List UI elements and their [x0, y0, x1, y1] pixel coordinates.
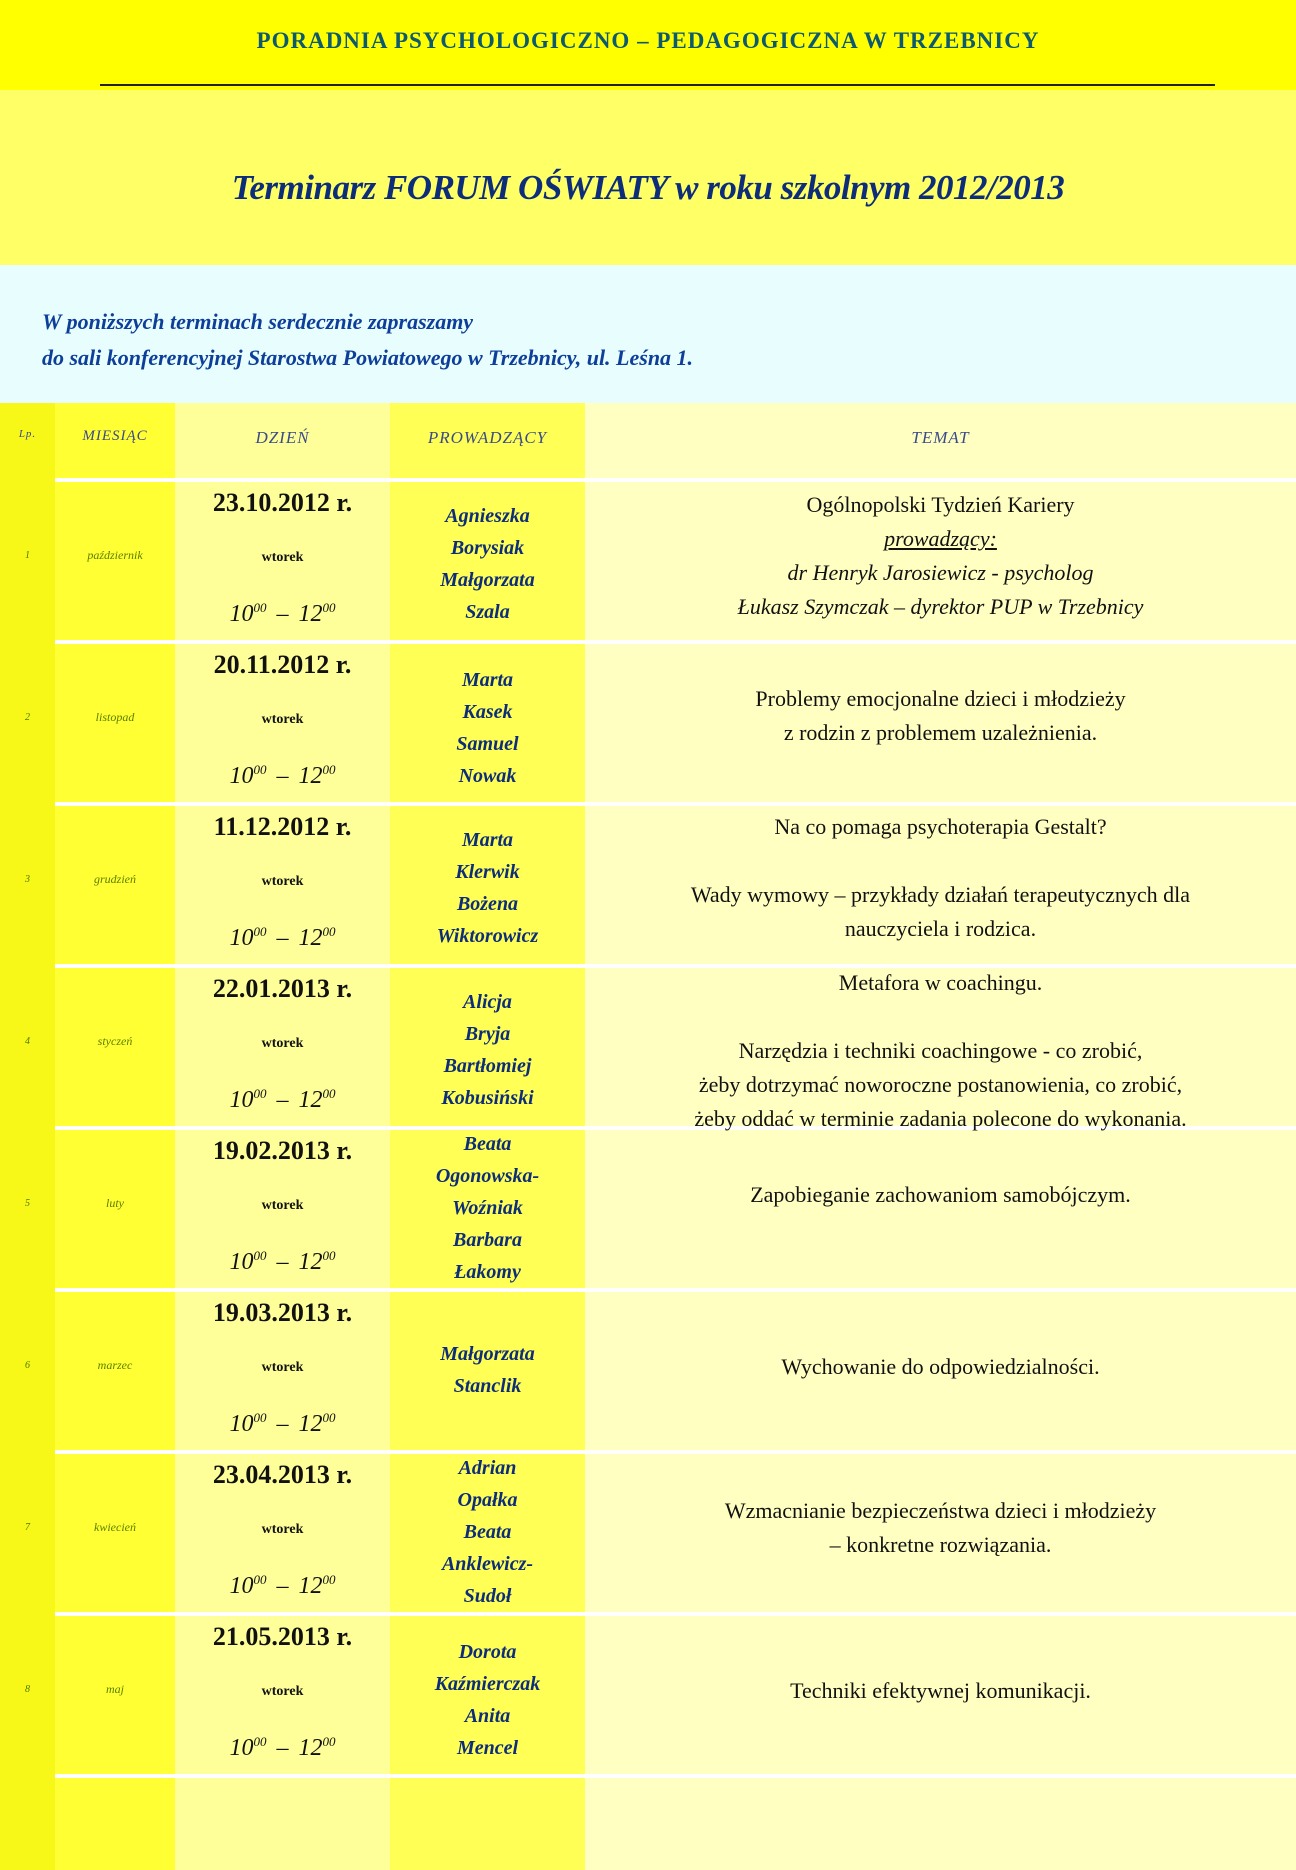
lead-name-line: Samuel [456, 733, 519, 755]
table-row [0, 966, 1296, 1131]
time-start-minutes: 00 [253, 762, 267, 777]
table-row [0, 1290, 1296, 1451]
time-dash: – [276, 1411, 289, 1437]
lead-name-line: Adrian [458, 1457, 517, 1479]
topic-line: nauczyciela i rodzica. [844, 916, 1037, 941]
topic-line: Na co pomaga psychoterapia Gestalt? [774, 814, 1107, 839]
row-weekday: wtorek [261, 1198, 304, 1213]
header-day: DZIEŃ [255, 428, 310, 447]
page-title: Terminarz FORUM OŚWIATY w roku szkolnym 2012/2013 [231, 168, 1065, 207]
row-lead [390, 1128, 585, 1288]
time-start: 10 [229, 1411, 254, 1437]
row-weekday: wtorek [261, 1684, 304, 1699]
topic-line: dr Henryk Jarosiewicz - psycholog [787, 560, 1094, 585]
time-start: 10 [229, 1249, 254, 1275]
lead-name-line: Anklewicz- [441, 1553, 534, 1575]
time-end: 12 [298, 1573, 323, 1599]
topic-line: Łukasz Szymczak – dyrektor PUP w Trzebnicy [737, 594, 1144, 619]
lead-name-line: Kasek [462, 701, 513, 723]
row-lead [390, 1338, 585, 1402]
row-topic [585, 966, 1296, 1136]
topic-line: Techniki efektywnej komunikacji. [790, 1678, 1091, 1703]
time-start: 10 [229, 925, 254, 951]
lead-name-line: Woźniak [452, 1197, 523, 1219]
lead-name-line: Małgorzata [440, 1343, 535, 1365]
lead-name-line: Beata [463, 1133, 512, 1155]
row-month: luty [106, 1196, 124, 1210]
row-lead [390, 1452, 585, 1612]
lead-name-line: Beata [463, 1521, 512, 1543]
row-lead [390, 824, 585, 952]
time-start-minutes: 00 [253, 924, 267, 939]
time-end-minutes: 00 [322, 1734, 336, 1749]
row-lead [390, 1636, 585, 1764]
row-number: 8 [25, 1684, 30, 1695]
time-start: 10 [229, 1573, 254, 1599]
time-dash: – [276, 601, 289, 627]
row-date: 23.10.2012 r. [212, 488, 353, 517]
lead-name-line: Wiktorowicz [436, 925, 539, 947]
row-number: 5 [25, 1198, 30, 1209]
lead-name-line: Nowak [458, 765, 517, 787]
row-number: 4 [25, 1036, 30, 1047]
row-topic [585, 488, 1296, 624]
row-weekday: wtorek [261, 1036, 304, 1051]
lead-name-line: Kobusiński [441, 1087, 534, 1109]
topic-line: żeby oddać w terminie zadania polecone do wykonania. [694, 1106, 1187, 1131]
lead-name-line: Sudoł [463, 1585, 512, 1607]
time-start: 10 [229, 601, 254, 627]
row-number: 7 [25, 1522, 30, 1533]
row-number: 1 [25, 550, 30, 561]
time-end-minutes: 00 [322, 1572, 336, 1587]
lead-name-line: Małgorzata [440, 569, 535, 591]
lead-name-line: Szala [465, 601, 510, 623]
lead-name-line: Barbara [453, 1229, 522, 1251]
row-date: 11.12.2012 r. [213, 812, 352, 841]
row-time [175, 924, 390, 952]
row-number: 6 [25, 1360, 30, 1371]
topic-line: Metafora w coachingu. [838, 970, 1043, 995]
lead-name-line: Bożena [456, 893, 519, 915]
row-time [175, 1248, 390, 1276]
row-time [175, 1572, 390, 1600]
time-dash: – [276, 1087, 289, 1113]
time-dash: – [276, 1249, 289, 1275]
topic-line: z rodzin z problemem uzależnienia. [783, 720, 1098, 745]
row-month: styczeń [97, 1034, 133, 1048]
lead-name-line: Bartłomiej [443, 1055, 532, 1077]
row-weekday: wtorek [261, 1522, 304, 1537]
row-topic [585, 1350, 1296, 1384]
row-weekday: wtorek [261, 874, 304, 889]
lead-name-line: Bryja [464, 1023, 511, 1045]
time-end: 12 [298, 601, 323, 627]
time-end: 12 [298, 1411, 323, 1437]
row-weekday: wtorek [261, 1360, 304, 1375]
header-divider [100, 84, 1215, 86]
lead-name-line: Anita [464, 1705, 511, 1727]
time-dash: – [276, 1573, 289, 1599]
time-end: 12 [298, 925, 323, 951]
row-date: 19.02.2013 r. [212, 1136, 353, 1165]
intro-text [42, 304, 693, 376]
table-row [0, 480, 1296, 641]
row-topic [585, 1494, 1296, 1562]
row-date: 19.03.2013 r. [212, 1298, 353, 1327]
lead-name-line: Agnieszka [445, 505, 530, 527]
lead-name-line: Stanclik [453, 1375, 522, 1397]
lead-name-line: Klerwik [455, 861, 520, 883]
time-end-minutes: 00 [322, 1410, 336, 1425]
row-lead [390, 664, 585, 792]
row-lead [390, 500, 585, 628]
row-topic [585, 1178, 1296, 1212]
row-number: 2 [25, 712, 30, 723]
row-month: październik [87, 548, 143, 562]
time-start-minutes: 00 [253, 1572, 267, 1587]
time-start: 10 [229, 1735, 254, 1761]
lead-name-line: Marta [461, 829, 514, 851]
row-weekday: wtorek [261, 550, 304, 565]
time-dash: – [276, 1735, 289, 1761]
row-date: 23.04.2013 r. [212, 1460, 353, 1489]
time-start-minutes: 00 [253, 600, 267, 615]
table-row [0, 804, 1296, 965]
topic-line: prowadzący: [884, 526, 997, 551]
row-lead [390, 986, 585, 1114]
header-lead: PROWADZĄCY [427, 428, 548, 447]
row-month: listopad [95, 710, 135, 724]
topic-line [585, 844, 1296, 878]
time-end-minutes: 00 [322, 1086, 336, 1101]
time-dash: – [276, 925, 289, 951]
time-end: 12 [298, 763, 323, 789]
organization-name: PORADNIA PSYCHOLOGICZNO – PEDAGOGICZNA W TRZEBNICY [256, 28, 1040, 53]
time-start-minutes: 00 [253, 1734, 267, 1749]
row-month: grudzień [94, 872, 136, 886]
intro-line-2: do sali konferencyjnej Starostwa Powiatowego w Trzebnicy, ul. Leśna 1. [42, 345, 694, 370]
intro-line-1: W poniższych terminach serdecznie zapraszamy [42, 309, 474, 334]
lead-name-line: Łakomy [454, 1261, 521, 1283]
lead-name-line: Ogonowska- [435, 1165, 540, 1187]
topic-line: Zapobieganie zachowaniom samobójczym. [750, 1182, 1131, 1207]
table-row [0, 1452, 1296, 1613]
row-topic [585, 682, 1296, 750]
time-end: 12 [298, 1735, 323, 1761]
time-end-minutes: 00 [322, 600, 336, 615]
row-weekday: wtorek [261, 712, 304, 727]
time-end-minutes: 00 [322, 762, 336, 777]
header-lp: Lp. [18, 428, 37, 440]
row-date: 20.11.2012 r. [213, 650, 352, 679]
topic-line: Wady wymowy – przykłady działań terapeutycznych dla [690, 882, 1191, 907]
lead-name-line: Mencel [456, 1737, 519, 1759]
time-end: 12 [298, 1249, 323, 1275]
time-end-minutes: 00 [322, 1248, 336, 1263]
table-row [0, 642, 1296, 803]
topic-line: żeby dotrzymać noworoczne postanowienia, co zrobić, [698, 1072, 1183, 1097]
lead-name-line: Dorota [458, 1641, 517, 1663]
row-topic [585, 810, 1296, 946]
row-number: 3 [25, 874, 30, 885]
time-start: 10 [229, 1087, 254, 1113]
header-month: MIESIĄC [82, 428, 148, 444]
topic-line [585, 1000, 1296, 1034]
lead-name-line: Marta [461, 669, 514, 691]
row-month: maj [106, 1682, 124, 1696]
topic-line: – konkretne rozwiązania. [829, 1532, 1052, 1557]
row-month: kwiecień [94, 1520, 136, 1534]
row-date: 22.01.2013 r. [212, 974, 353, 1003]
time-dash: – [276, 763, 289, 789]
lead-name-line: Borysiak [450, 537, 525, 559]
lead-name-line: Alicja [463, 991, 512, 1013]
lead-name-line: Opałka [457, 1489, 518, 1511]
topic-line: Wychowanie do odpowiedzialności. [781, 1354, 1100, 1379]
topic-line: Problemy emocjonalne dzieci i młodzieży [755, 686, 1126, 711]
topic-line: Ogólnopolski Tydzień Kariery [806, 492, 1075, 517]
time-start-minutes: 00 [253, 1410, 267, 1425]
topic-line: Narzędzia i techniki coachingowe - co zrobić, [738, 1038, 1143, 1063]
table-row [0, 1128, 1296, 1289]
time-start-minutes: 00 [253, 1248, 267, 1263]
row-date: 21.05.2013 r. [212, 1622, 353, 1651]
topic-line: Wzmacnianie bezpieczeństwa dzieci i młodzieży [724, 1498, 1157, 1523]
row-topic [585, 1674, 1296, 1708]
time-start-minutes: 00 [253, 1086, 267, 1101]
time-end-minutes: 00 [322, 924, 336, 939]
time-end: 12 [298, 1087, 323, 1113]
row-time [175, 1410, 390, 1438]
lead-name-line: Kaźmierczak [434, 1673, 541, 1695]
table-row [0, 1614, 1296, 1775]
row-time [175, 762, 390, 790]
row-time [175, 1734, 390, 1762]
header-topic: TEMAT [911, 428, 970, 447]
row-month: marzec [97, 1358, 133, 1372]
row-time [175, 600, 390, 628]
time-start: 10 [229, 763, 254, 789]
row-time [175, 1086, 390, 1114]
